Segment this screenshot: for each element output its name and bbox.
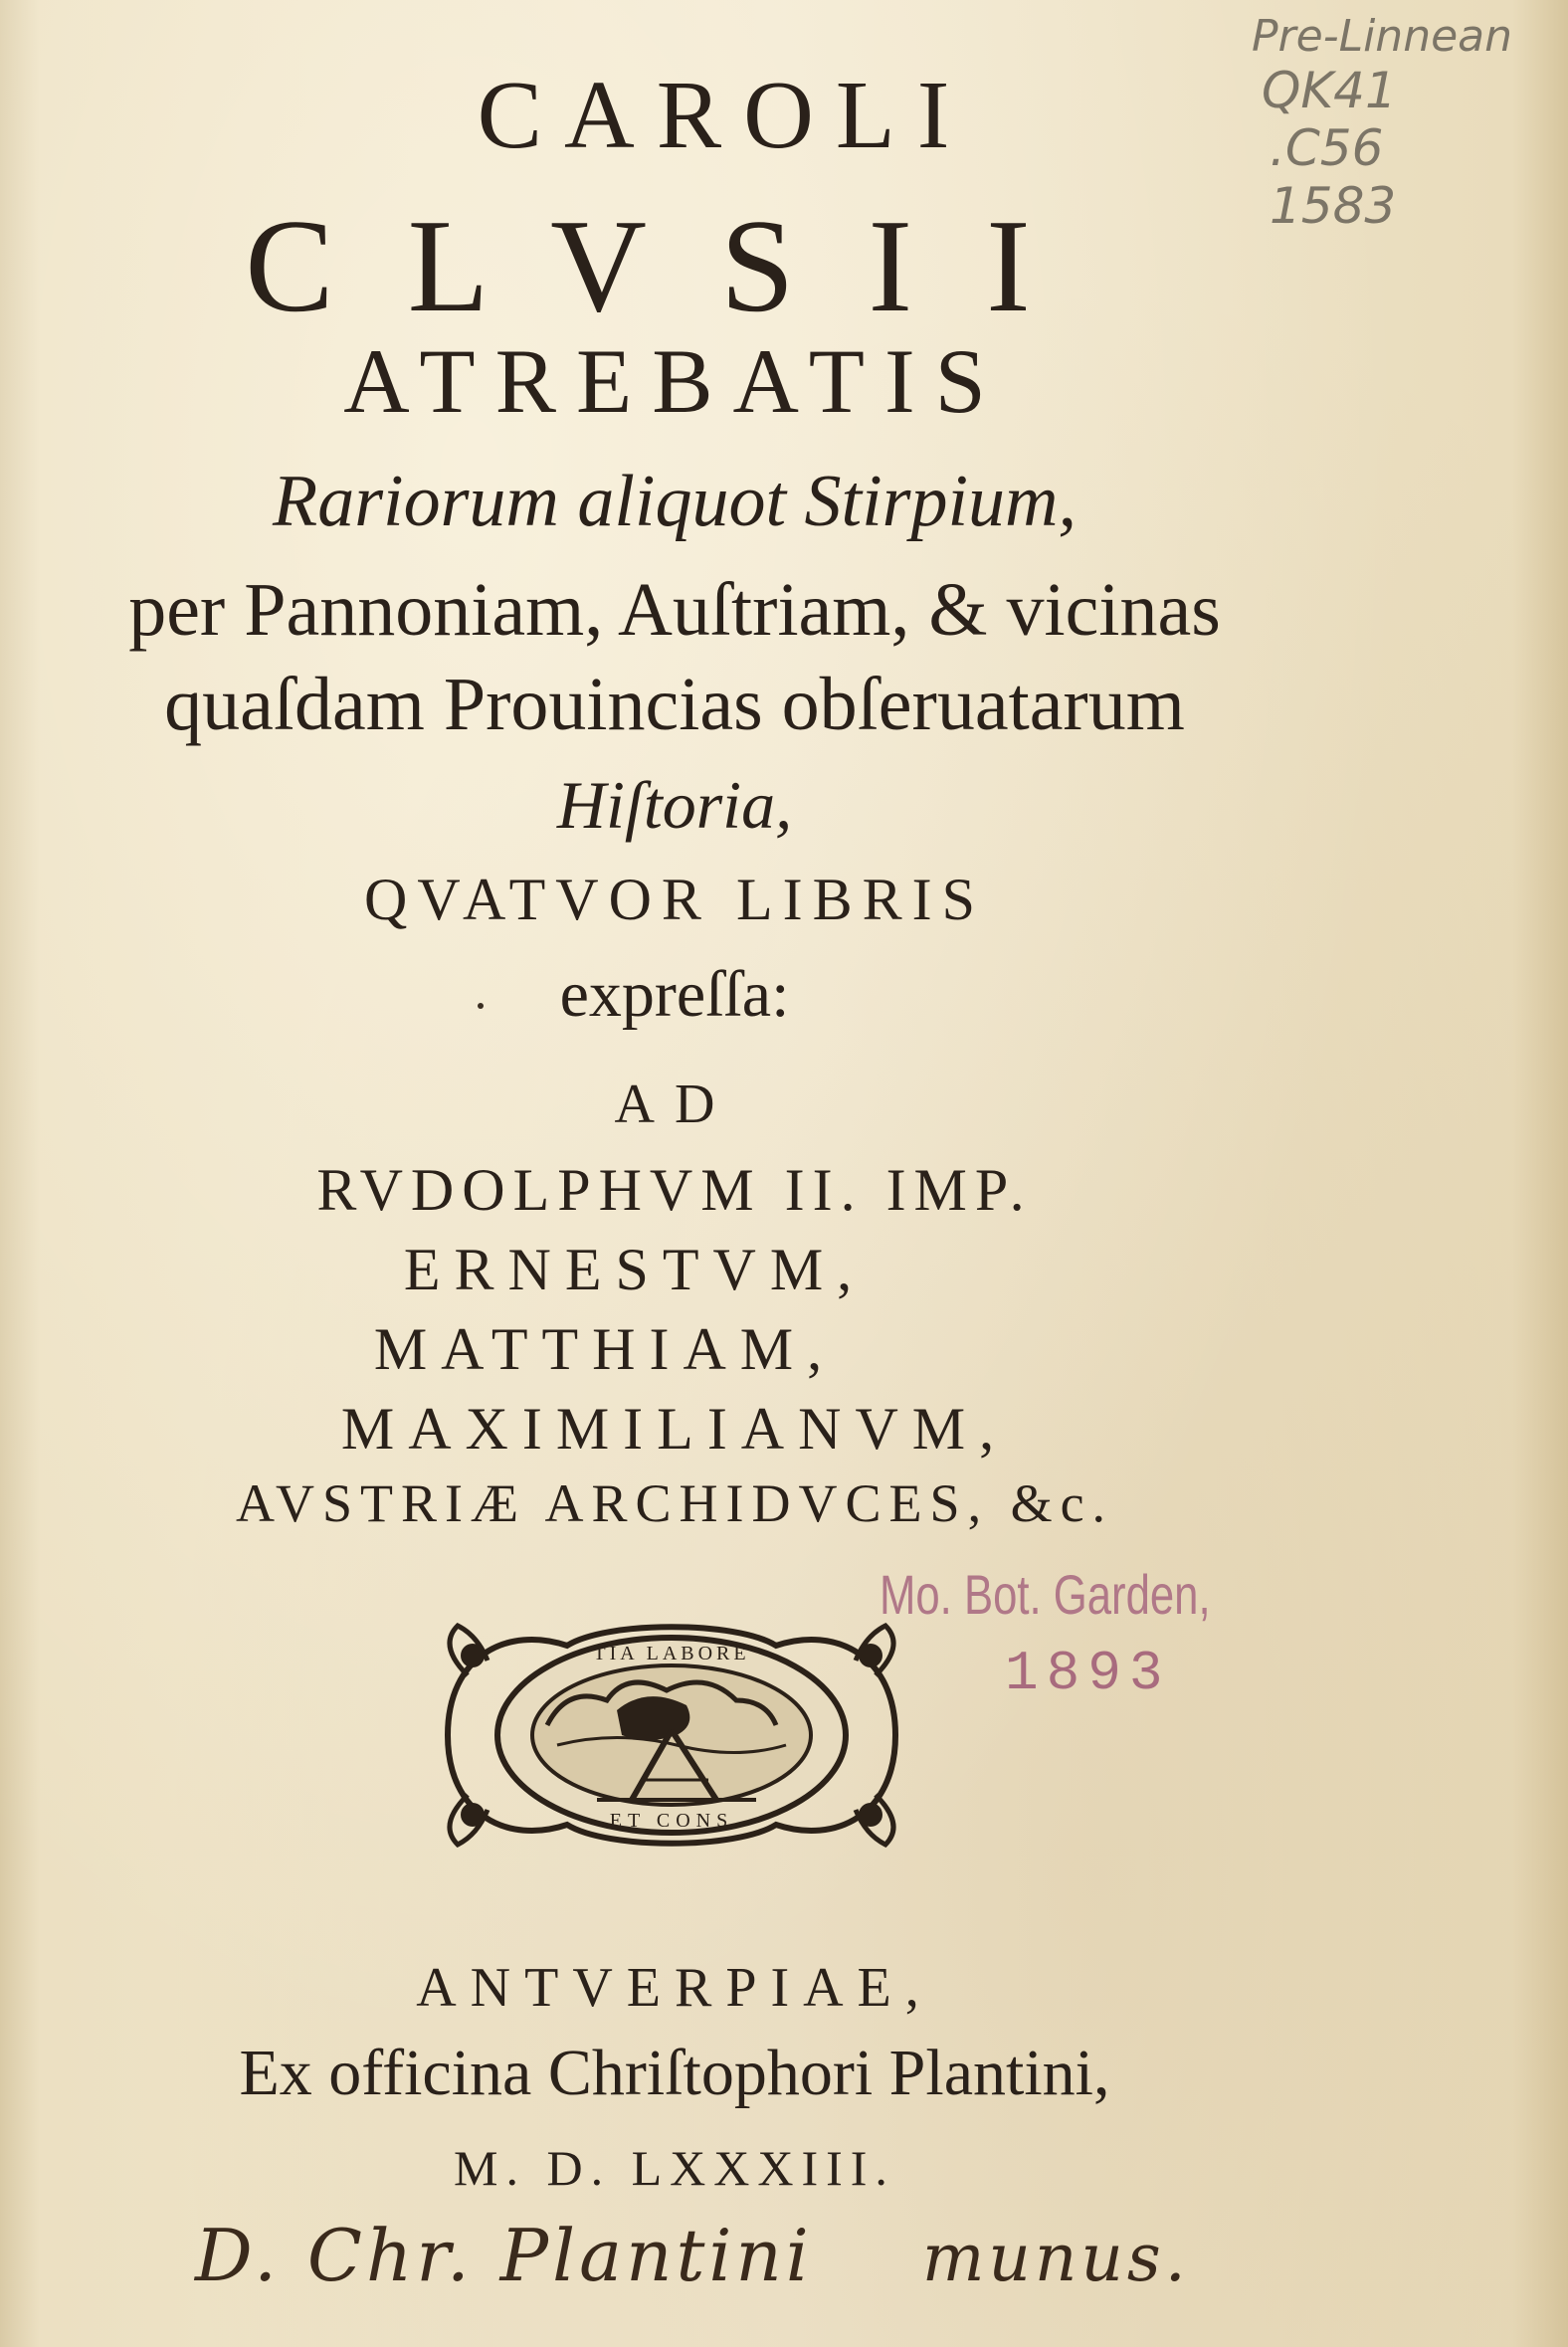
pencil-shelfmark-line: QK41: [1262, 62, 1397, 119]
books-line: expreſſa:: [559, 958, 790, 1031]
imprint-printer: Ex officina Chriſtophori Plantini,: [239, 2037, 1110, 2109]
pencil-shelfmark-line: .C56: [1270, 119, 1384, 177]
imprint-year: M. D. LXXXIII.: [454, 2140, 895, 2196]
author-origin: ATREBATIS: [343, 330, 1006, 432]
title-line-italic: Rariorum aliquot Stirpium,: [273, 461, 1077, 542]
title-line-italic: Hiſtoria,: [556, 767, 793, 843]
dedication-line: AVSTRIÆ ARCHIDVCES, &c.: [235, 1473, 1114, 1533]
author-surname: CLVSII: [245, 192, 1104, 339]
emblem-motto-bottom: ET CONS: [609, 1810, 734, 1832]
pencil-shelfmark-line: Pre-Linnean: [1252, 11, 1513, 62]
imprint-city: ANTVERPIAE,: [416, 1957, 933, 2019]
dedication-line: MATTHIAM,: [373, 1316, 837, 1382]
library-stamp-year: 1893: [1005, 1642, 1171, 1705]
emblem-motto-top: TIA LABORE: [593, 1643, 750, 1664]
title-line: quaſdam Prouincias obſeruatarum: [164, 663, 1185, 746]
author-first-name: CAROLI: [477, 62, 972, 169]
printer-device-compass-emblem: [428, 1616, 915, 1855]
pencil-shelfmark-line: 1583: [1270, 177, 1397, 235]
dedication-line: RVDOLPHVM II. IMP.: [316, 1157, 1033, 1223]
library-stamp: Mo. Bot. Garden,: [880, 1563, 1211, 1626]
title-line: per Pannoniam, Auſtriam, & vicinas: [128, 568, 1221, 652]
printed-dot: [478, 1003, 484, 1009]
dedication-line: MAXIMILIANVM,: [340, 1396, 1009, 1462]
dedication-ad: AD: [614, 1074, 735, 1135]
inscription-name: D. Chr. Plantini: [195, 2214, 813, 2297]
dedication-line: ERNESTVM,: [403, 1237, 867, 1302]
books-line: QVATVOR LIBRIS: [364, 867, 985, 932]
inscription-munus: munus.: [921, 2220, 1190, 2296]
handwritten-inscription: [195, 2214, 1190, 2297]
